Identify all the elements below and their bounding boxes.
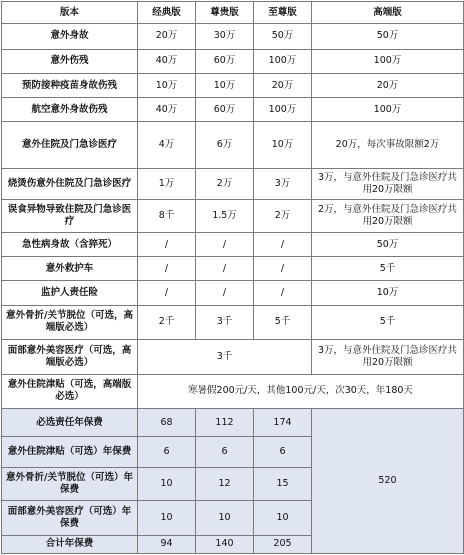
cell: 10	[138, 467, 196, 500]
cell: /	[196, 232, 254, 256]
cell: 10	[254, 501, 312, 535]
cell: 10	[196, 501, 254, 535]
cell: 205	[254, 535, 312, 553]
row-label: 合计年保费	[2, 535, 138, 553]
cell: 6	[254, 437, 312, 467]
cell: 1.5万	[196, 200, 254, 232]
cell: /	[138, 281, 196, 305]
cell: 10万	[196, 73, 254, 97]
cell: /	[254, 232, 312, 256]
cell: 50万	[254, 24, 312, 49]
row-label: 面部意外美容医疗（可选）年保费	[2, 501, 138, 535]
merged-cell: 寒暑假200元/天，其他100元/天，次30天，年180天	[138, 374, 464, 408]
table-row	[2, 24, 464, 49]
row-label: 意外伤残	[2, 49, 138, 73]
cell: 4万	[138, 122, 196, 169]
table-row	[2, 281, 464, 305]
table-row	[2, 169, 464, 200]
row-label: 意外住院津贴（可选，高端版必选）	[2, 374, 138, 408]
cell: 3千	[196, 305, 254, 339]
cell: 100万	[254, 49, 312, 73]
header-cell: 版本	[2, 2, 138, 24]
row-label: 意外住院津贴（可选）年保费	[2, 437, 138, 467]
cell: 50万	[312, 24, 464, 49]
table-row	[2, 73, 464, 97]
cell: 5千	[312, 305, 464, 339]
table-row	[2, 200, 464, 232]
row-label: 急性病身故（含猝死）	[2, 232, 138, 256]
table-row	[2, 122, 464, 169]
cell: 30万	[196, 24, 254, 49]
cell: /	[254, 281, 312, 305]
cell: 6	[196, 437, 254, 467]
table-header-row	[2, 2, 464, 24]
row-label: 意外骨折/关节脱位（可选，高端版必选）	[2, 305, 138, 339]
header-cell: 至尊版	[254, 2, 312, 24]
row-label: 烧烫伤意外住院及门急诊医疗	[2, 169, 138, 200]
cell: 20万	[138, 24, 196, 49]
cell: 3万，与意外住院及门急诊医疗共用20万限额	[312, 169, 464, 200]
high-end-premium-cell: 520	[312, 409, 464, 554]
cell: 20万，每次事故限额2万	[312, 122, 464, 169]
merged-cell: 3千	[138, 340, 312, 374]
cell: 94	[138, 535, 196, 553]
cell: /	[138, 232, 196, 256]
row-label: 意外身故	[2, 24, 138, 49]
table-row	[2, 340, 464, 374]
cell: 2万，与意外住院及门急诊医疗共用20万限额	[312, 200, 464, 232]
cell: 3万	[254, 169, 312, 200]
cell: 112	[196, 409, 254, 437]
cell: 140	[196, 535, 254, 553]
table-row	[2, 305, 464, 339]
cell: 15	[254, 467, 312, 500]
table-row	[2, 257, 464, 281]
header-cell: 高端版	[312, 2, 464, 24]
cell: 2万	[254, 200, 312, 232]
cell: 10万	[254, 122, 312, 169]
insurance-plan-table	[1, 1, 464, 554]
cell: 174	[254, 409, 312, 437]
header-cell: 尊贵版	[196, 2, 254, 24]
cell: 68	[138, 409, 196, 437]
cell: 5千	[312, 257, 464, 281]
premium-row	[2, 409, 464, 437]
cell: 60万	[196, 49, 254, 73]
cell: 2万	[196, 169, 254, 200]
cell: 100万	[312, 49, 464, 73]
row-label: 必选责任年保费	[2, 409, 138, 437]
row-label: 航空意外身故伤残	[2, 98, 138, 122]
cell: 100万	[312, 98, 464, 122]
cell: 20万	[254, 73, 312, 97]
table-row	[2, 49, 464, 73]
cell: 2千	[138, 305, 196, 339]
cell: 8千	[138, 200, 196, 232]
row-label: 意外住院及门急诊医疗	[2, 122, 138, 169]
cell: 50万	[312, 232, 464, 256]
header-cell: 经典版	[138, 2, 196, 24]
row-label: 误食异物导致住院及门急诊医疗	[2, 200, 138, 232]
cell: /	[196, 257, 254, 281]
cell: 10万	[312, 281, 464, 305]
row-label: 意外救护车	[2, 257, 138, 281]
row-label: 预防接种疫苗身故伤残	[2, 73, 138, 97]
table-row	[2, 374, 464, 408]
cell: 40万	[138, 49, 196, 73]
cell: /	[196, 281, 254, 305]
cell: 60万	[196, 98, 254, 122]
cell: 20万	[312, 73, 464, 97]
cell: 10万	[138, 73, 196, 97]
cell: 12	[196, 467, 254, 500]
cell: /	[138, 257, 196, 281]
cell: 5千	[254, 305, 312, 339]
row-label: 监护人责任险	[2, 281, 138, 305]
row-label: 面部意外美容医疗（可选，高端版必选）	[2, 340, 138, 374]
cell: 40万	[138, 98, 196, 122]
cell: 6万	[196, 122, 254, 169]
cell: 100万	[254, 98, 312, 122]
cell: 1万	[138, 169, 196, 200]
cell: 3万，与意外住院及门急诊医疗共用20万限额	[312, 340, 464, 374]
table-row	[2, 98, 464, 122]
row-label: 意外骨折/关节脱位（可选）年保费	[2, 467, 138, 500]
cell: /	[254, 257, 312, 281]
cell: 6	[138, 437, 196, 467]
table-row	[2, 232, 464, 256]
cell: 10	[138, 501, 196, 535]
